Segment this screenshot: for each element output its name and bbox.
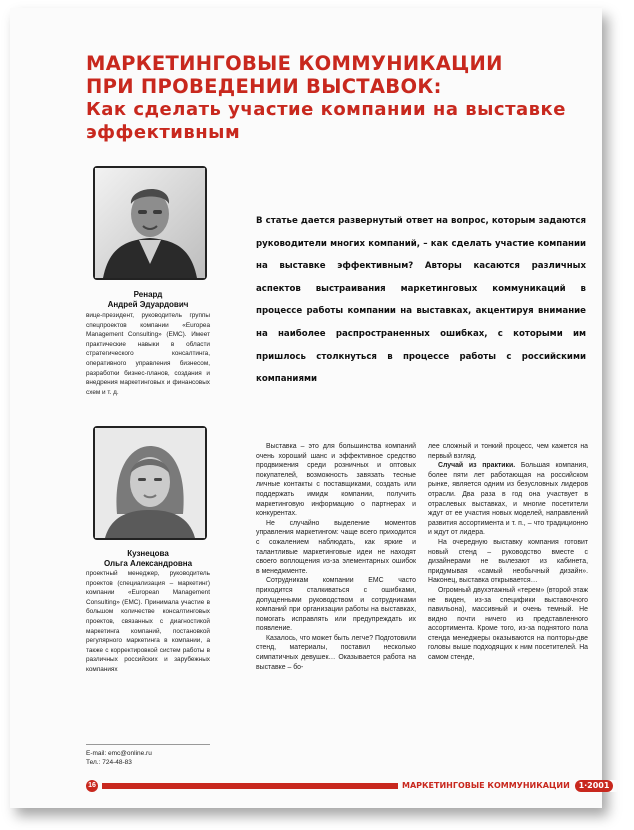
paragraph: Не случайно выделение моментов управления маркетингом: чаще всего приходится с сожалением наблюдать, как яркие и талантливые маркетинговые идеи не находят своего воплощения из-за элементарных ошибок в менеджменте. — [256, 519, 416, 575]
author-photo-renard — [93, 166, 207, 280]
magazine-page — [10, 8, 610, 808]
author-bio-renard: вице-президент, руководитель группы спецпроектов компании «Europea Management Consulting» (EMC). Имеет практические навыки в области стратегического консалтинга, оперативного управления бизнесом, разработки бизнес-планов, создания и внедрения маркетинговых и финансовых схем и т. д. — [86, 312, 210, 396]
title-line-4: эффективным — [86, 122, 241, 143]
contact-phone: Тел.: 724-48-83 — [86, 759, 132, 766]
portrait-male-image — [95, 168, 205, 278]
case-heading: Случай из практики. — [438, 462, 516, 470]
article-lead: В статье дается развернутый ответ на вопрос, которым задаются руководители многих компаний, – как сделать участие компании на выставке эффективным? Авторы касаются различных аспектов выстраивания маркетинговых коммуникаций в процессе работы компании на выставках, акцентируя внимание на наиболее распространенных ошибках, с которыми им пришлось столкнуться в процессе работы с российскими компаниями — [256, 216, 586, 385]
body-column-1 — [256, 442, 416, 672]
author-photo-kuznetsova — [93, 426, 207, 540]
author-given-name: Андрей Эдуардович — [107, 300, 189, 309]
paragraph: лее сложный и тонкий процесс, чем кажется на первый взгляд. — [428, 443, 588, 460]
portrait-female-image — [95, 428, 205, 538]
body-column-2 — [428, 442, 588, 663]
contact-info — [86, 744, 210, 767]
title-line-1: МАРКЕТИНГОВЫЕ КОММУНИКАЦИИ — [86, 52, 503, 75]
author-name-renard — [86, 290, 210, 310]
page-number: 16 — [86, 780, 98, 792]
journal-name: МАРКЕТИНГОВЫЕ КОММУНИКАЦИИ — [402, 781, 570, 790]
paragraph: Выставка – это для большинства компаний очень хороший шанс и эффективное средство продвижения среди розничных и оптовых покупателей, возможность завязать тесные личные контакты с поставщиками, создать или поддержать имидж компании, получить маркетинговую информацию о партнерах и конкурентах. — [256, 443, 416, 518]
paragraph — [428, 461, 588, 538]
footer-journal — [398, 780, 617, 792]
author-given-name: Ольга Александровна — [103, 559, 193, 568]
paragraph: Казалось, что может быть легче? Подготовили стенд, материалы, поставил несколько симпатичных девушек… Оказывается работа на выставке – бо- — [256, 634, 416, 671]
paragraph: Сотрудникам компании EMC часто приходится сталкиваться с ошибками, допущенными руководством и сотрудниками компаний при организации работы на выставках, помогать исправлять или предупреждать их появление. — [256, 577, 416, 633]
title-line-2: ПРИ ПРОВЕДЕНИИ ВЫСТАВОК: — [86, 75, 442, 98]
paragraph: На очередную выставку компания готовит новый стенд – руководство вместе с дизайнерами не вылезают из кабинета, придумывая «самый необычный дизайн». Наконец, выставка открывается… — [428, 538, 588, 585]
paragraph: Огромный двухэтажный «терем» (второй этаж не виден, из-за специфики выставочного павильона), массивный и очень темный. Не видно почти ничего из представленного ассортимента. Кроме того, из-за поднятого пола стенда менеджеры оказываются на полторы-две головы выше подходящих к ним посетителей. На самом стенде, — [428, 586, 588, 662]
author-surname: Кузнецова — [127, 549, 169, 558]
author-bio-kuznetsova: проектный менеджер, руководитель проектов (специализация – маркетинг) компании «European Management Consulting» (EMC). Принимала участие в большом количестве консалтинговых проектов, связанных с диагностикой маркетинга компаний, постановкой регулярного маркетинга в компании, а также с корректировкой систем работы в различных российских и зарубежных компаниях — [86, 570, 210, 673]
article-title — [86, 52, 596, 144]
issue-badge: 1·2001 — [575, 780, 614, 792]
author-name-kuznetsova — [86, 549, 210, 569]
title-line-3: Как сделать участие компании на выставке — [86, 99, 566, 120]
case-text: Большая компания, более пяти лет работающая на российском рынке, является одним из безусловных лидеров отрасли. Два раза в год она участвует в отраслевых выставках, и многие посетители ждут от ее участия новых моделей, направлений развития ассортимента и т. п., – что традиционно и ждут от лидера. — [428, 462, 588, 537]
contact-email: E-mail: emc@online.ru — [86, 750, 152, 757]
author-surname: Ренард — [133, 290, 163, 299]
